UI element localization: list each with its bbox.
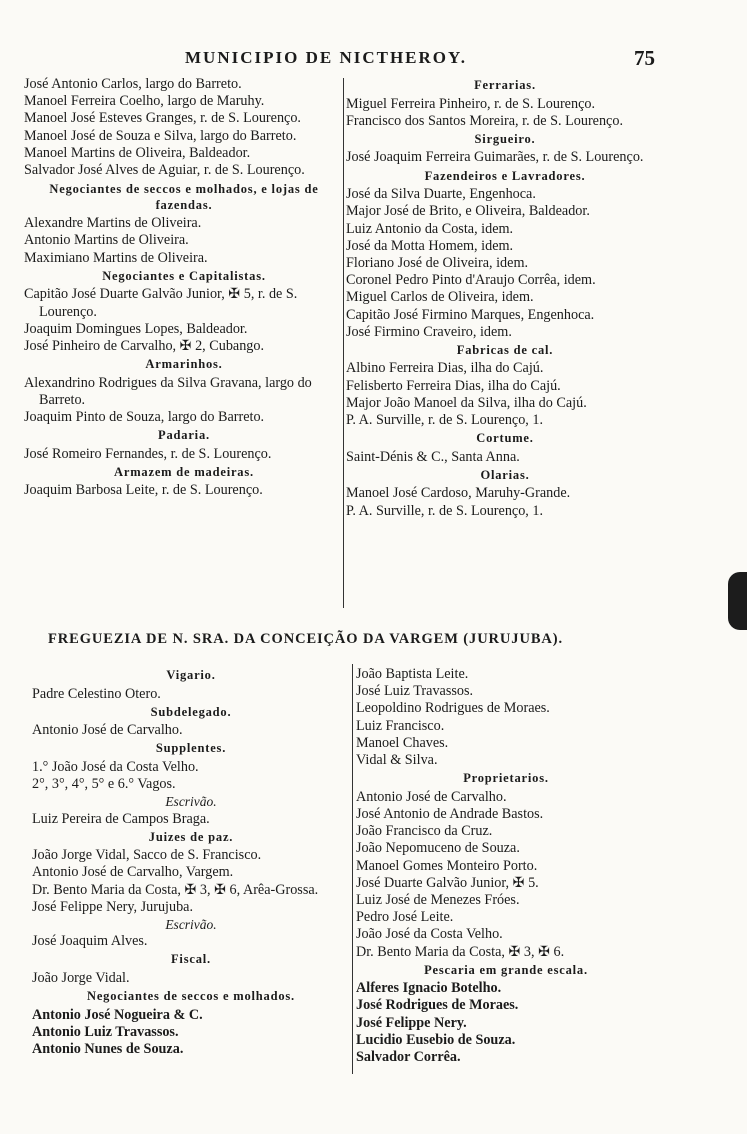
entry: Manoel Chaves. <box>356 734 449 751</box>
entry: José da Motta Homem, idem. <box>346 237 514 254</box>
entry: Antonio José de Carvalho, Vargem. <box>32 864 234 881</box>
entry: José Joaquim Alves. <box>32 933 148 950</box>
entry: Antonio Nunes de Souza. <box>32 1041 184 1058</box>
section-heading: Fabricas de cal. <box>456 342 554 357</box>
section-subheading: Escrivão. <box>165 917 217 933</box>
section-heading: Fazendeiros e Lavradores. <box>424 168 586 183</box>
section-heading: Padaria. <box>158 428 210 443</box>
section-heading: Fiscal. <box>171 952 211 967</box>
entry: Joaquim Barbosa Leite, r. de S. Lourenço. <box>24 482 263 499</box>
entry: João Francisco da Cruz. <box>356 823 493 840</box>
entry: João Nepomuceno de Souza. <box>356 840 520 857</box>
entry: Antonio Luiz Travassos. <box>32 1023 179 1040</box>
section-heading: Armarinhos. <box>145 357 223 372</box>
entry: José Pinheiro de Carvalho, ✠ 2, Cubango. <box>24 337 265 354</box>
entry: Padre Celestino Otero. <box>32 685 161 702</box>
entry: Floriano José de Oliveira, idem. <box>346 254 529 271</box>
section-subheading: Escrivão. <box>165 794 217 810</box>
section-heading: Pescaria em grande escala. <box>424 962 588 977</box>
section-heading: Negociantes de seccos e molhados. <box>87 989 295 1004</box>
entry: 1.° João José da Costa Velho. <box>32 758 199 775</box>
entry: Manoel José de Souza e Silva, largo do Barreto. <box>24 127 297 144</box>
entry: Manoel Ferreira Coelho, largo de Maruhy. <box>24 93 265 110</box>
page-header <box>0 48 747 72</box>
entry: Lucidio Eusebio de Souza. <box>356 1031 516 1048</box>
entry: Antonio José de Carvalho. <box>32 722 183 739</box>
running-title: MUNICIPIO DE NICTHEROY. <box>185 48 467 67</box>
section-heading: Negociantes e Capitalistas. <box>102 268 266 283</box>
entry: Alexandrino Rodrigues da Silva Gravana, largo do Barreto. <box>24 374 312 408</box>
entry: Leopoldino Rodrigues de Moraes. <box>356 700 550 717</box>
directory-column-4 <box>356 666 656 1066</box>
section-heading: Subdelegado. <box>150 704 232 719</box>
margin-ink-bleed <box>728 572 747 630</box>
entry: P. A. Surville, r. de S. Lourenço, 1. <box>346 502 544 519</box>
section-heading: Vigario. <box>166 668 216 682</box>
entry: José Romeiro Fernandes, r. de S. Lourenço. <box>24 445 272 462</box>
section-heading: Sirgueiro. <box>474 131 536 146</box>
entry: Manoel José Esteves Granges, r. de S. Lourenço. <box>24 110 301 127</box>
entry: Joaquim Pinto de Souza, largo do Barreto. <box>24 409 265 426</box>
entry: José Joaquim Ferreira Guimarães, r. de S. Lourenço. <box>346 149 644 166</box>
entry: Manoel José Cardoso, Maruhy-Grande. <box>346 485 571 502</box>
page-number: 75 <box>634 46 655 70</box>
entry: Manoel Martins de Oliveira, Baldeador. <box>24 144 251 161</box>
entry: Major João Manoel da Silva, ilha do Cajú. <box>346 394 587 411</box>
entry: Miguel Carlos de Oliveira, idem. <box>346 289 534 306</box>
entry: José Rodrigues de Moraes. <box>356 997 519 1014</box>
entry: Felisberto Ferreira Dias, ilha do Cajú. <box>346 377 561 394</box>
directory-column-1 <box>24 76 344 500</box>
entry: Antonio José de Carvalho. <box>356 788 507 805</box>
column-rule-top <box>343 78 344 608</box>
entry: Miguel Ferreira Pinheiro, r. de S. Lourenço. <box>346 95 596 112</box>
entry: José Felippe Nery, Jurujuba. <box>32 898 194 915</box>
section-heading: Ferrarias. <box>474 78 536 92</box>
entry: Antonio Martins de Oliveira. <box>24 232 189 249</box>
entry: Vidal & Silva. <box>356 752 438 769</box>
entry: Capitão José Firmino Marques, Engenhoca. <box>346 306 595 323</box>
section-heading: Negociantes de seccos e molhados, e lojas de fazendas. <box>49 182 319 213</box>
entry: Joaquim Domingues Lopes, Baldeador. <box>24 320 248 337</box>
directory-column-2 <box>346 76 664 520</box>
section-heading: Cortume. <box>476 431 534 446</box>
section-heading: Juizes de paz. <box>148 829 234 844</box>
entry: Capitão José Duarte Galvão Junior, ✠ 5, r. de S. Lourenço. <box>24 286 298 320</box>
entry: Alferes Ignacio Botelho. <box>356 980 502 997</box>
entry: Alexandre Martins de Oliveira. <box>24 215 202 232</box>
entry: José Luiz Travassos. <box>356 683 474 700</box>
section-heading: Olarias. <box>480 467 530 482</box>
entry: Luiz Pereira de Campos Braga. <box>32 810 210 827</box>
entry: P. A. Surville, r. de S. Lourenço, 1. <box>346 412 544 429</box>
entry: Luiz Francisco. <box>356 717 445 734</box>
entry: Major José de Brito, e Oliveira, Baldeador. <box>346 203 590 220</box>
entry: Pedro José Leite. <box>356 909 454 926</box>
entry: Coronel Pedro Pinto d'Araujo Corrêa, idem. <box>346 272 596 289</box>
section-heading: Armazem de madeiras. <box>114 464 254 479</box>
entry: José Firmino Craveiro, idem. <box>346 323 512 340</box>
entry: José Felippe Nery. <box>356 1014 467 1031</box>
entry: Salvador José Alves de Aguiar, r. de S. Lourenço. <box>24 162 305 179</box>
entry: José Antonio Carlos, largo do Barreto. <box>24 76 242 92</box>
entry: Luiz Antonio da Costa, idem. <box>346 220 514 237</box>
entry: Luiz José de Menezes Fróes. <box>356 891 520 908</box>
entry: Saint-Dénis & C., Santa Anna. <box>346 448 520 465</box>
entry: José da Silva Duarte, Engenhoca. <box>346 186 536 203</box>
parish-heading: FREGUEZIA DE N. SRA. DA CONCEIÇÃO DA VARGEM (JURUJUBA). <box>48 631 564 647</box>
entry: João Baptista Leite. <box>356 666 469 682</box>
entry: João Jorge Vidal, Sacco de S. Francisco. <box>32 847 262 864</box>
entry: Dr. Bento Maria da Costa, ✠ 3, ✠ 6, Arêa-Grossa. <box>32 881 319 898</box>
entry: João José da Costa Velho. <box>356 926 503 943</box>
entry: Salvador Corrêa. <box>356 1049 461 1066</box>
section-heading: Supplentes. <box>155 741 227 756</box>
entry: 2°, 3°, 4°, 5° e 6.° Vagos. <box>32 776 176 793</box>
entry: José Duarte Galvão Junior, ✠ 5. <box>356 874 539 891</box>
entry: Francisco dos Santos Moreira, r. de S. Lourenço. <box>346 112 623 129</box>
entry: João Jorge Vidal. <box>32 969 130 986</box>
entry: José Antonio de Andrade Bastos. <box>356 805 544 822</box>
section-heading: Proprietarios. <box>463 771 549 786</box>
entry: Albino Ferreira Dias, ilha do Cajú. <box>346 360 544 377</box>
entry: Maximiano Martins de Oliveira. <box>24 249 208 266</box>
entry: Antonio José Nogueira & C. <box>32 1006 203 1023</box>
column-rule-bottom <box>352 664 353 1074</box>
entry: Manoel Gomes Monteiro Porto. <box>356 857 538 874</box>
entry: Dr. Bento Maria da Costa, ✠ 3, ✠ 6. <box>356 943 565 960</box>
directory-column-3 <box>32 666 350 1058</box>
